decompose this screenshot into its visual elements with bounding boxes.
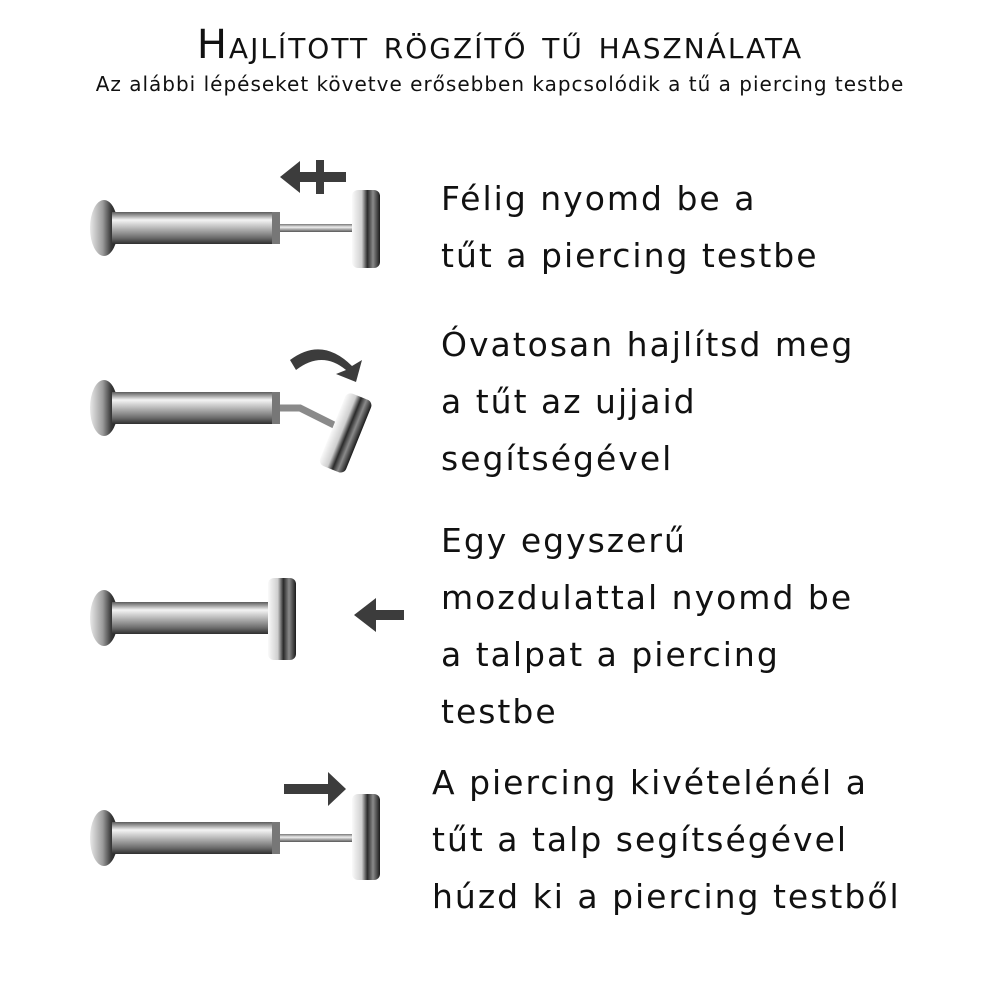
step-text-line: Egy egyszerű [441,521,687,560]
step-2-text [441,316,854,487]
page-title: Hajlított rögzítő tű használata [196,22,804,68]
step-1-text [441,170,819,284]
arrow-left-icon [280,160,346,194]
step-text-line: A piercing kivételénél a [432,763,868,802]
disc-top [318,392,373,475]
step-4-illustration [0,760,440,920]
labret-post [90,590,272,646]
disc-top [268,578,296,660]
step-3-illustration [0,540,440,690]
labret-post [90,810,280,866]
pin [280,834,358,842]
step-text-line: a talpat a piercing [441,635,780,674]
disc-top [352,190,380,268]
step-text-line: segítségével [441,439,674,478]
step-1-illustration [0,150,440,300]
step-2-illustration [0,330,440,490]
curved-arrow-icon [290,349,362,382]
step-text-line: tűt a piercing testbe [441,236,819,275]
page-subtitle: Az alábbi lépéseket követve erősebben kapcsolódik a tű a piercing testbe [95,72,905,96]
step-text-line: Félig nyomd be a [441,179,757,218]
labret-post [90,380,280,436]
step-4-text [432,754,901,925]
step-text-line: a tűt az ujjaid [441,382,697,421]
step-text-line: húzd ki a piercing testből [432,877,901,916]
labret-post [90,200,280,256]
step-text-line: Óvatosan hajlítsd meg [441,325,855,364]
disc-top [352,794,380,880]
arrow-left-icon [354,598,404,632]
step-text-line: tűt a talp segítségével [432,820,849,859]
step-text-line: mozdulattal nyomd be [441,578,854,617]
step-text-line: testbe [441,692,558,731]
pin [280,224,358,232]
step-3-text [441,512,853,740]
arrow-right-icon [284,772,346,806]
bent-pin [280,408,336,426]
